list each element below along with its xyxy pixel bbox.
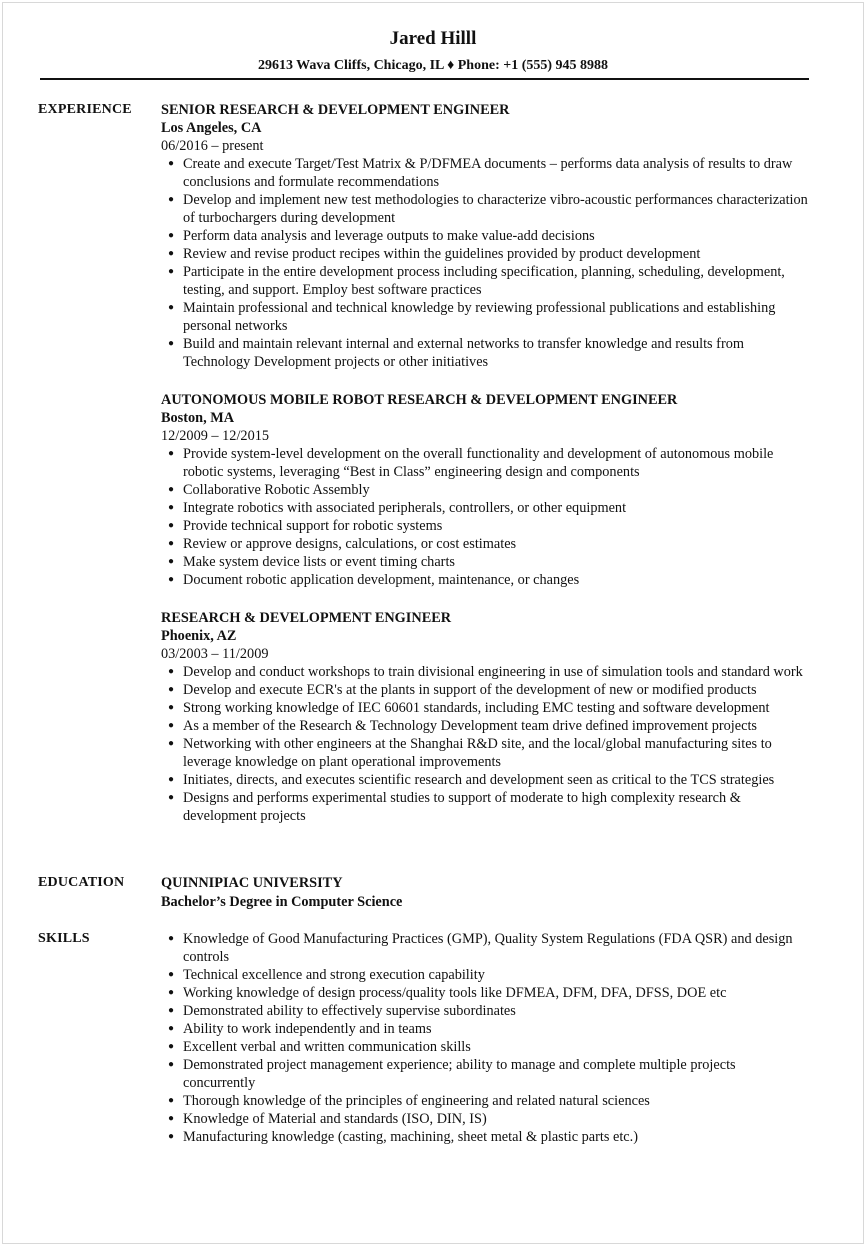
job-dates: 03/2003 – 11/2009 (161, 646, 269, 662)
list-item: ● Document robotic application development, maintenance, or changes (168, 572, 580, 588)
list-item: ● Demonstrated project management experience; ability to manage and complete multiple projects concurrently (168, 1057, 736, 1091)
experience-heading: EXPERIENCE (38, 102, 132, 117)
list-item: ● Develop and implement new test methodologies to characterize vibro-acoustic performances characterization of turbochargers during development (168, 192, 808, 226)
list-item: ● Maintain professional and technical knowledge by reviewing professional publications and establishing personal networks (168, 300, 776, 334)
list-item: ● Knowledge of Good Manufacturing Practices (GMP), Quality System Regulations (FDA QSR) and design controls (168, 931, 793, 965)
job-bullets (161, 445, 811, 589)
list-item: ● Networking with other engineers at the Shanghai R&D site, and the local/global manufacturing sites to leverage knowledge on plant operational improvements (168, 736, 772, 770)
job-title: RESEARCH & DEVELOPMENT ENGINEER (161, 610, 452, 626)
list-item: ● Integrate robotics with associated peripherals, controllers, or other equipment (168, 500, 627, 516)
list-item: ● Ability to work independently and in teams (168, 1021, 432, 1037)
job-dates: 12/2009 – 12/2015 (161, 428, 270, 444)
list-item: ● Collaborative Robotic Assembly (168, 482, 370, 498)
list-item: ● As a member of the Research & Technology Development team drive defined improvement projects (168, 718, 757, 734)
resume-header (0, 26, 866, 75)
skills-list (161, 930, 811, 1146)
list-item: ● Review or approve designs, calculations, or cost estimates (168, 536, 517, 552)
candidate-name: Jared Hilll (389, 28, 477, 49)
list-item: ● Provide technical support for robotic systems (168, 518, 443, 534)
list-item: ● Build and maintain relevant internal and external networks to transfer knowledge and results from Technology Development projects or other initiatives (168, 336, 744, 370)
list-item: ● Manufacturing knowledge (casting, machining, sheet metal & plastic parts etc.) (168, 1129, 638, 1145)
experience-list (161, 101, 811, 845)
list-item: ● Create and execute Target/Test Matrix & P/DFMEA documents – performs data analysis of results to draw conclusions and formulate recommendations (168, 156, 793, 190)
degree: Bachelor’s Degree in Computer Science (161, 894, 403, 910)
list-item: ● Demonstrated ability to effectively supervise subordinates (168, 1003, 516, 1019)
job-bullets (161, 663, 811, 825)
list-item: ● Develop and execute ECR's at the plants in support of the development of new or modified products (168, 682, 757, 698)
header-divider (40, 78, 809, 80)
job-entry (161, 609, 811, 825)
job-location: Boston, MA (161, 410, 235, 426)
list-item: ● Working knowledge of design process/quality tools like DFMEA, DFM, DFA, DFSS, DOE etc (168, 985, 727, 1001)
job-entry (161, 101, 811, 371)
list-item: ● Excellent verbal and written communication skills (168, 1039, 471, 1055)
job-dates: 06/2016 – present (161, 138, 264, 154)
job-entry (161, 391, 811, 589)
list-item: ● Review and revise product recipes within the guidelines provided by product development (168, 246, 701, 262)
job-title: SENIOR RESEARCH & DEVELOPMENT ENGINEER (161, 102, 510, 118)
education-heading: EDUCATION (38, 875, 125, 890)
list-item: ● Provide system-level development on the overall functionality and development of autonomous mobile robotic systems, leveraging “Best in Class” engineering design and components (168, 446, 774, 480)
list-item: ● Make system device lists or event timing charts (168, 554, 455, 570)
job-bullets (161, 155, 811, 371)
list-item: ● Participate in the entire development process including specification, planning, scheduling, development, testing, and support. Employ best software practices (168, 264, 785, 298)
list-item: ● Thorough knowledge of the principles of engineering and related natural sciences (168, 1093, 650, 1109)
list-item: ● Initiates, directs, and executes scientific research and development seen as critical to the TCS strategies (168, 772, 775, 788)
list-item: ● Strong working knowledge of IEC 60601 standards, including EMC testing and software development (168, 700, 770, 716)
skills-heading: SKILLS (38, 931, 90, 946)
school-name: QUINNIPIAC UNIVERSITY (161, 875, 343, 891)
contact-line: 29613 Wava Cliffs, Chicago, IL ♦ Phone: +1 (555) 945 8988 (257, 58, 609, 73)
job-location: Los Angeles, CA (161, 120, 262, 136)
list-item: ● Develop and conduct workshops to train divisional engineering in use of simulation tools and standard work (168, 664, 803, 680)
list-item: ● Technical excellence and strong execution capability (168, 967, 485, 983)
list-item: ● Perform data analysis and leverage outputs to make value-add decisions (168, 228, 595, 244)
job-title: AUTONOMOUS MOBILE ROBOT RESEARCH & DEVELOPMENT ENGINEER (161, 392, 678, 408)
job-location: Phoenix, AZ (161, 628, 237, 644)
list-item: ● Knowledge of Material and standards (ISO, DIN, IS) (168, 1111, 487, 1127)
list-item: ● Designs and performs experimental studies to support of moderate to high complexity research & development projects (168, 790, 741, 824)
